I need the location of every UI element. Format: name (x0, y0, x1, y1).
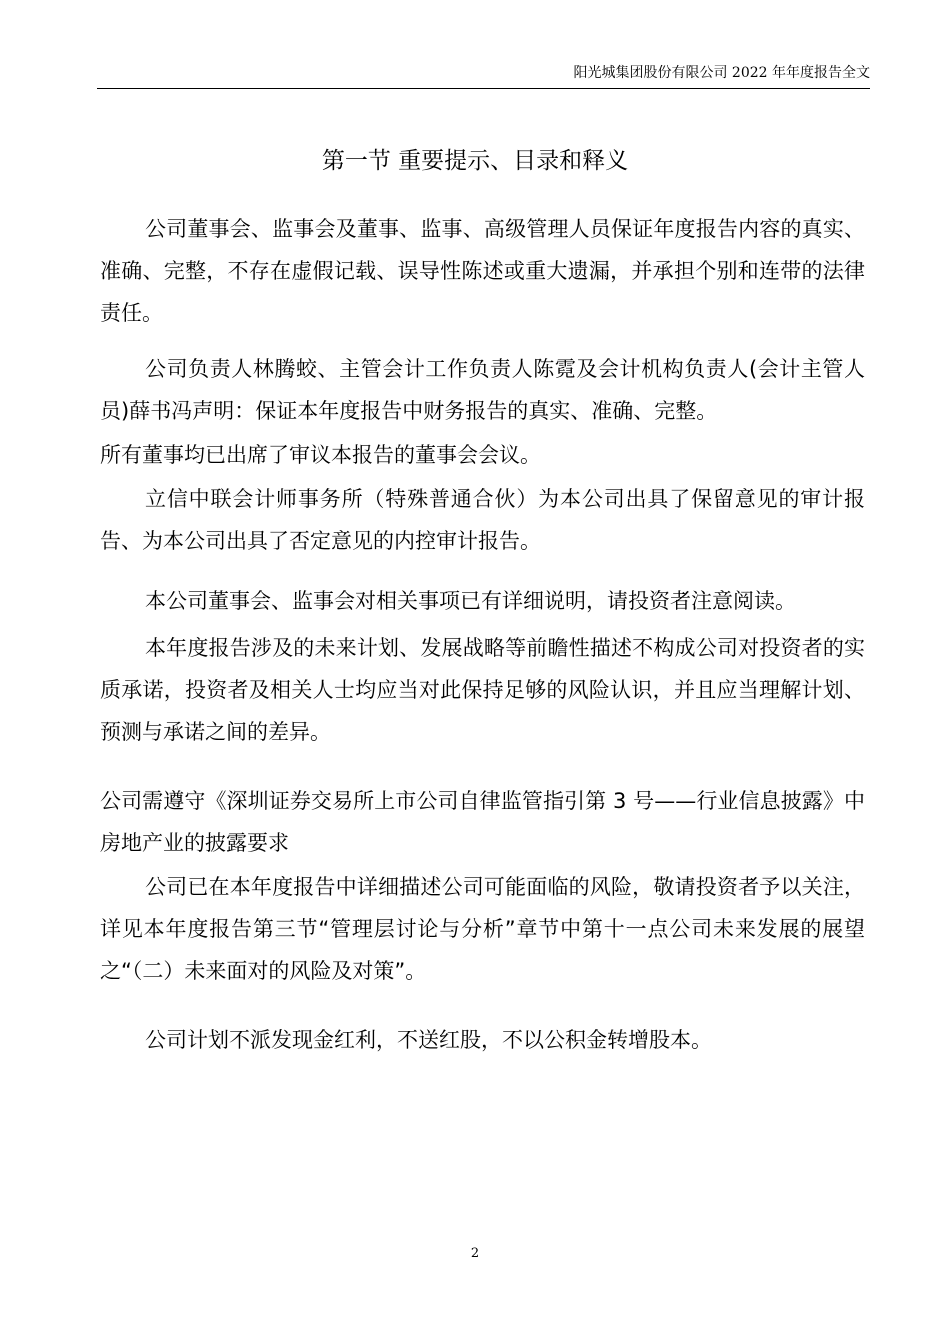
paragraph-risk-notice: 公司已在本年度报告中详细描述公司可能面临的风险，敬请投资者予以关注，详见本年度报告第三节“管理层讨论与分析”章节中第十一点公司未来发展的展望之“（二）未来面对的风险及对策”。 (100, 875, 865, 983)
paragraph-forward-looking: 本年度报告涉及的未来计划、发展战略等前瞻性描述不构成公司对投资者的实质承诺，投资者及相关人士均应当对此保持足够的风险认识，并且应当理解计划、预测与承诺之间的差异。 (100, 636, 865, 744)
paragraph-board-explanation: 本公司董事会、监事会对相关事项已有详细说明，请投资者注意阅读。 (145, 589, 796, 613)
page-number: 2 (470, 1246, 480, 1261)
paragraph-directors-attendance: 所有董事均已出席了审议本报告的董事会会议。 (100, 443, 541, 467)
section-title: 第一节 重要提示、目录和释义 (321, 148, 629, 174)
paragraph-board-guarantee: 公司董事会、监事会及董事、监事、高级管理人员保证年度报告内容的真实、准确、完整，不存在虚假记载、误导性陈述或重大遗漏，并承担个别和连带的法律责任。 (100, 217, 865, 325)
paragraph-auditor-opinion: 立信中联会计师事务所（特殊普通合伙）为本公司出具了保留意见的审计报告、为本公司出具了否定意见的内控审计报告。 (100, 487, 865, 553)
paragraph-dividend-plan: 公司计划不派发现金红利，不送红股，不以公积金转增股本。 (145, 1028, 712, 1052)
paragraph-disclosure-requirement: 公司需遵守《深圳证券交易所上市公司自律监管指引第 3 号——行业信息披露》中房地产业的披露要求 (100, 789, 865, 855)
header-divider (97, 88, 870, 89)
paragraph-responsible-persons: 公司负责人林腾蛟、主管会计工作负责人陈霓及会计机构负责人(会计主管人员)薛书冯声明：保证本年度报告中财务报告的真实、准确、完整。 (100, 357, 865, 423)
running-header: 阳光城集团股份有限公司 2022 年年度报告全文 (573, 65, 870, 81)
